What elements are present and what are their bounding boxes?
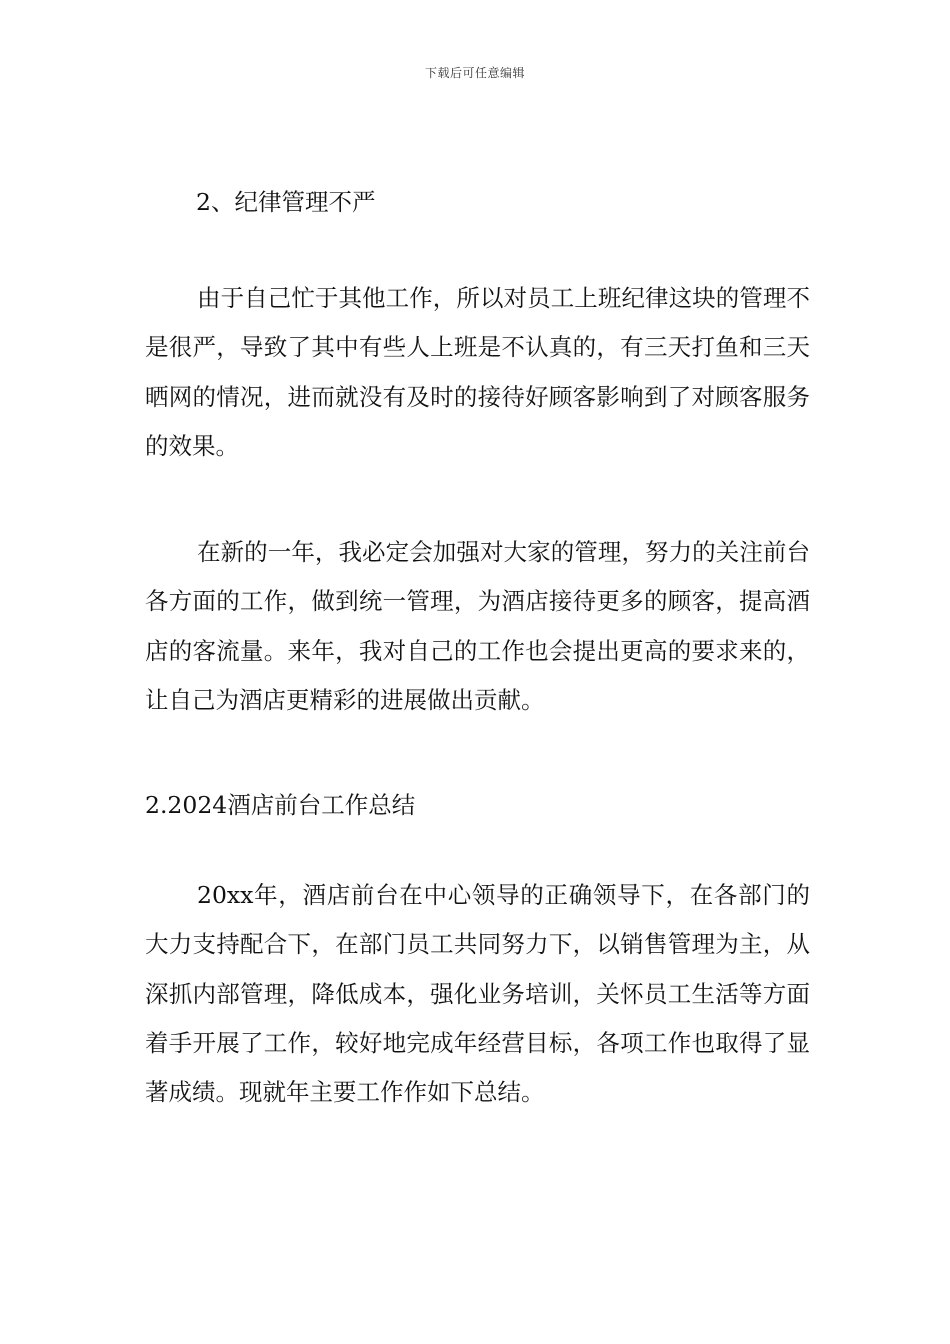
header-note: 下载后可任意编辑 (424, 66, 525, 80)
section-heading-summary: 2.2024酒店前台工作总结 (145, 791, 416, 819)
section-heading-discipline: 2、纪律管理不严 (196, 188, 376, 216)
paragraph-summary-intro: 20xx年，酒店前台在中心领导的正确领导下，在各部门的大力支持配合下，在部门员工共同努力下，以销售管理为主，从深抓内部管理，降低成本，强化业务培训，关怀员工生活等方面着手开展了工作，较好地完成年经营目标，各项工作也取得了显著成绩。现就年主要工作作如下总结。 (145, 881, 810, 1107)
paragraph-discipline-issue: 由于自己忙于其他工作，所以对员工上班纪律这块的管理不是很严，导致了其中有些人上班是不认真的，有三天打鱼和三天晒网的情况，进而就没有及时的接待好顾客影响到了对顾客服务的效果。 (145, 284, 810, 460)
paragraph-new-year-plan: 在新的一年，我必定会加强对大家的管理，努力的关注前台各方面的工作，做到统一管理，为酒店接待更多的顾客，提高酒店的客流量。来年，我对自己的工作也会提出更高的要求来的，让自己为酒店更精彩的进展做出贡献。 (145, 538, 810, 714)
